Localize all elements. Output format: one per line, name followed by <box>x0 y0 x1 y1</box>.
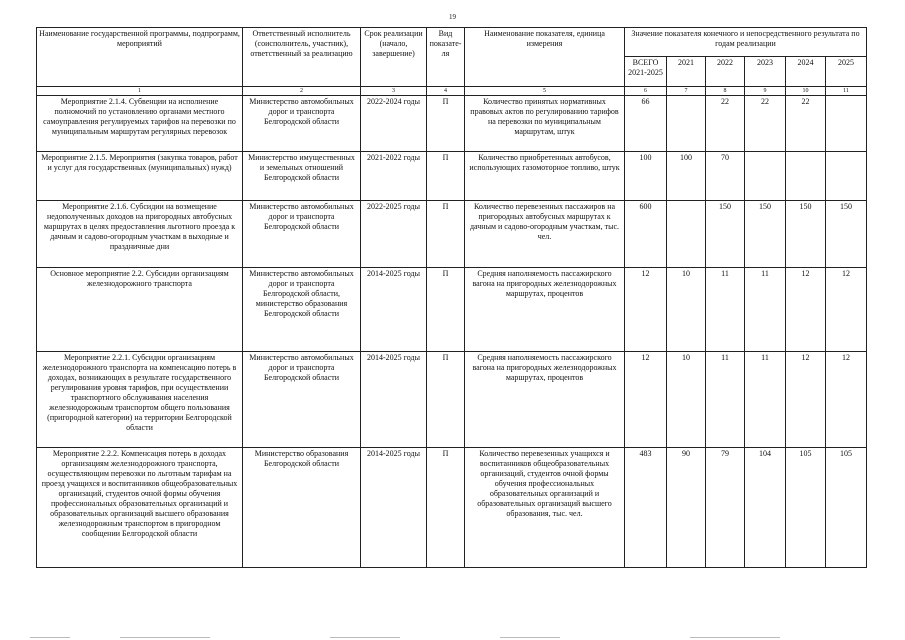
value-2023: 22 <box>745 96 786 152</box>
value-2022: 70 <box>706 152 745 201</box>
column-number: 6 <box>625 87 667 96</box>
row-measure-name: Мероприятие 2.2.1. Субсидии организациям железнодорожного транспорта на компенсацию потерь в доходах, возникающих в результате государственного регулирования уровня тарифов, при осуществлении транспортного обслуживания населения железнодорожным транспортом общего пользования (пригородной категории) на территории Белгородской области <box>37 352 243 448</box>
scan-artifact-line <box>500 637 560 638</box>
header-year-total: ВСЕГО 2021-2025 <box>625 57 667 87</box>
row-term: 2022-2025 годы <box>361 201 427 268</box>
value-2024: 12 <box>786 352 826 448</box>
row-kind: П <box>427 448 465 568</box>
table-row-main-measure <box>37 268 867 352</box>
row-executor: Министерство автомобильных дорог и транспорта Белгородской области <box>243 96 361 152</box>
scan-artifact-line <box>120 637 210 638</box>
value-2024: 12 <box>786 268 826 352</box>
row-kind: П <box>427 96 465 152</box>
header-year-2023: 2023 <box>745 57 786 87</box>
value-2024: 105 <box>786 448 826 568</box>
row-executor: Министерство образования Белгородской области <box>243 448 361 568</box>
value-2025 <box>826 152 867 201</box>
row-measure-name: Мероприятие 2.1.6. Субсидии на возмещение недополученных доходов на пригородных автобусных маршрутах в целях предоставления льготного проезда к дачным и садово-огородным участкам в выходные и праздничные дни <box>37 201 243 268</box>
column-number: 10 <box>786 87 826 96</box>
column-number: 9 <box>745 87 786 96</box>
row-term: 2014-2025 годы <box>361 352 427 448</box>
value-total: 600 <box>625 201 667 268</box>
value-2022: 79 <box>706 448 745 568</box>
column-number: 3 <box>361 87 427 96</box>
table-row <box>37 352 867 448</box>
value-2022: 22 <box>706 96 745 152</box>
row-indicator: Количество принятых нормативных правовых актов по регулированию тарифов на перевозки по муниципальным маршрутам, штук <box>465 96 625 152</box>
table-row <box>37 448 867 568</box>
header-year-2021: 2021 <box>667 57 706 87</box>
column-numbers-row <box>37 87 867 96</box>
value-2021 <box>667 96 706 152</box>
value-2021: 10 <box>667 352 706 448</box>
value-2022: 11 <box>706 268 745 352</box>
header-indicator-name: Наименование показателя, единица измерения <box>465 28 625 87</box>
row-executor: Министерство автомобильных дорог и транспорта Белгородской области, министерство образования Белгородской области <box>243 268 361 352</box>
value-2025 <box>826 96 867 152</box>
row-indicator: Количество перевезенных учащихся и воспитанников общеобразовательных организаций, студентов очной формы обучения профессиональных образовательных организаций и образовательных организаций высшего образования, тыс. чел. <box>465 448 625 568</box>
value-2025: 12 <box>826 352 867 448</box>
value-2025: 150 <box>826 201 867 268</box>
row-executor: Министерство имущественных и земельных отношений Белгородской области <box>243 152 361 201</box>
row-executor: Министерство автомобильных дорог и транспорта Белгородской области <box>243 201 361 268</box>
row-kind: П <box>427 152 465 201</box>
value-total: 12 <box>625 352 667 448</box>
row-indicator: Средняя наполняемость пассажирского вагона на пригородных железнодорожных маршрутах, процентов <box>465 268 625 352</box>
value-2023: 11 <box>745 352 786 448</box>
value-total: 66 <box>625 96 667 152</box>
value-total: 483 <box>625 448 667 568</box>
value-2023: 104 <box>745 448 786 568</box>
row-indicator: Количество приобретенных автобусов, использующих газомоторное топливо, штук <box>465 152 625 201</box>
header-year-2025: 2025 <box>826 57 867 87</box>
header-values-group: Значение показателя конечного и непосредственного результата по годам реализации <box>625 28 867 57</box>
column-number: 5 <box>465 87 625 96</box>
header-year-2022: 2022 <box>706 57 745 87</box>
value-2021 <box>667 201 706 268</box>
indicators-table <box>36 27 867 568</box>
table-row <box>37 152 867 201</box>
row-measure-name: Мероприятие 2.2.2. Компенсация потерь в доходах организациям железнодорожного транспорта, осуществляющим перевозки по льготным тарифам на проезд учащихся и воспитанников общеобразовательных организаций, студентов очной формы обучения профессиональных образовательных организаций и образовательных организаций высшего образования железнодорожным транспортом в пригородном сообщении Белгородской области <box>37 448 243 568</box>
value-2022: 11 <box>706 352 745 448</box>
value-2023: 150 <box>745 201 786 268</box>
value-total: 100 <box>625 152 667 201</box>
column-number: 1 <box>37 87 243 96</box>
row-term: 2021-2022 годы <box>361 152 427 201</box>
value-total: 12 <box>625 268 667 352</box>
row-kind: П <box>427 201 465 268</box>
value-2024 <box>786 152 826 201</box>
row-measure-name: Основное мероприятие 2.2. Субсидии организациям железнодорожного транспорта <box>37 268 243 352</box>
header-executor: Ответственный исполнитель (соисполнитель, участник), ответственный за реализацию <box>243 28 361 87</box>
column-number: 7 <box>667 87 706 96</box>
value-2021: 10 <box>667 268 706 352</box>
value-2023 <box>745 152 786 201</box>
column-number: 11 <box>826 87 867 96</box>
row-measure-name: Мероприятие 2.1.5. Мероприятия (закупка товаров, работ и услуг для государственных (муниципальных) нужд) <box>37 152 243 201</box>
value-2024: 22 <box>786 96 826 152</box>
column-number: 8 <box>706 87 745 96</box>
row-indicator: Количество перевезенных пассажиров на пригородных автобусных маршрутах к дачным и садово-огородным участкам, тыс. чел. <box>465 201 625 268</box>
table-row <box>37 201 867 268</box>
column-number: 4 <box>427 87 465 96</box>
row-kind: П <box>427 268 465 352</box>
value-2021: 90 <box>667 448 706 568</box>
header-indicator-kind: Вид показате-ля <box>427 28 465 87</box>
value-2025: 105 <box>826 448 867 568</box>
header-term: Срок реализации (начало, завершение) <box>361 28 427 87</box>
header-row-1 <box>37 28 867 57</box>
row-indicator: Средняя наполняемость пассажирского вагона на пригородных железнодорожных маршрутах, процентов <box>465 352 625 448</box>
value-2023: 11 <box>745 268 786 352</box>
scan-artifact-line <box>690 637 780 638</box>
header-program-name: Наименование государственной программы, подпрограмм, мероприятий <box>37 28 243 87</box>
page-number: 19 <box>449 13 456 21</box>
scan-artifact-line <box>30 637 70 638</box>
row-executor: Министерство автомобильных дорог и транспорта Белгородской области <box>243 352 361 448</box>
scan-artifact-line <box>330 637 400 638</box>
value-2024: 150 <box>786 201 826 268</box>
header-year-2024: 2024 <box>786 57 826 87</box>
row-term: 2014-2025 годы <box>361 448 427 568</box>
value-2021: 100 <box>667 152 706 201</box>
value-2022: 150 <box>706 201 745 268</box>
column-number: 2 <box>243 87 361 96</box>
row-term: 2014-2025 годы <box>361 268 427 352</box>
row-kind: П <box>427 352 465 448</box>
table-row <box>37 96 867 152</box>
row-term: 2022-2024 годы <box>361 96 427 152</box>
value-2025: 12 <box>826 268 867 352</box>
row-measure-name: Мероприятие 2.1.4. Субвенции на исполнение полномочий по установлению органами местного самоуправления регулируемых тарифов на перевозки по муниципальным маршрутам регулярных перевозок <box>37 96 243 152</box>
